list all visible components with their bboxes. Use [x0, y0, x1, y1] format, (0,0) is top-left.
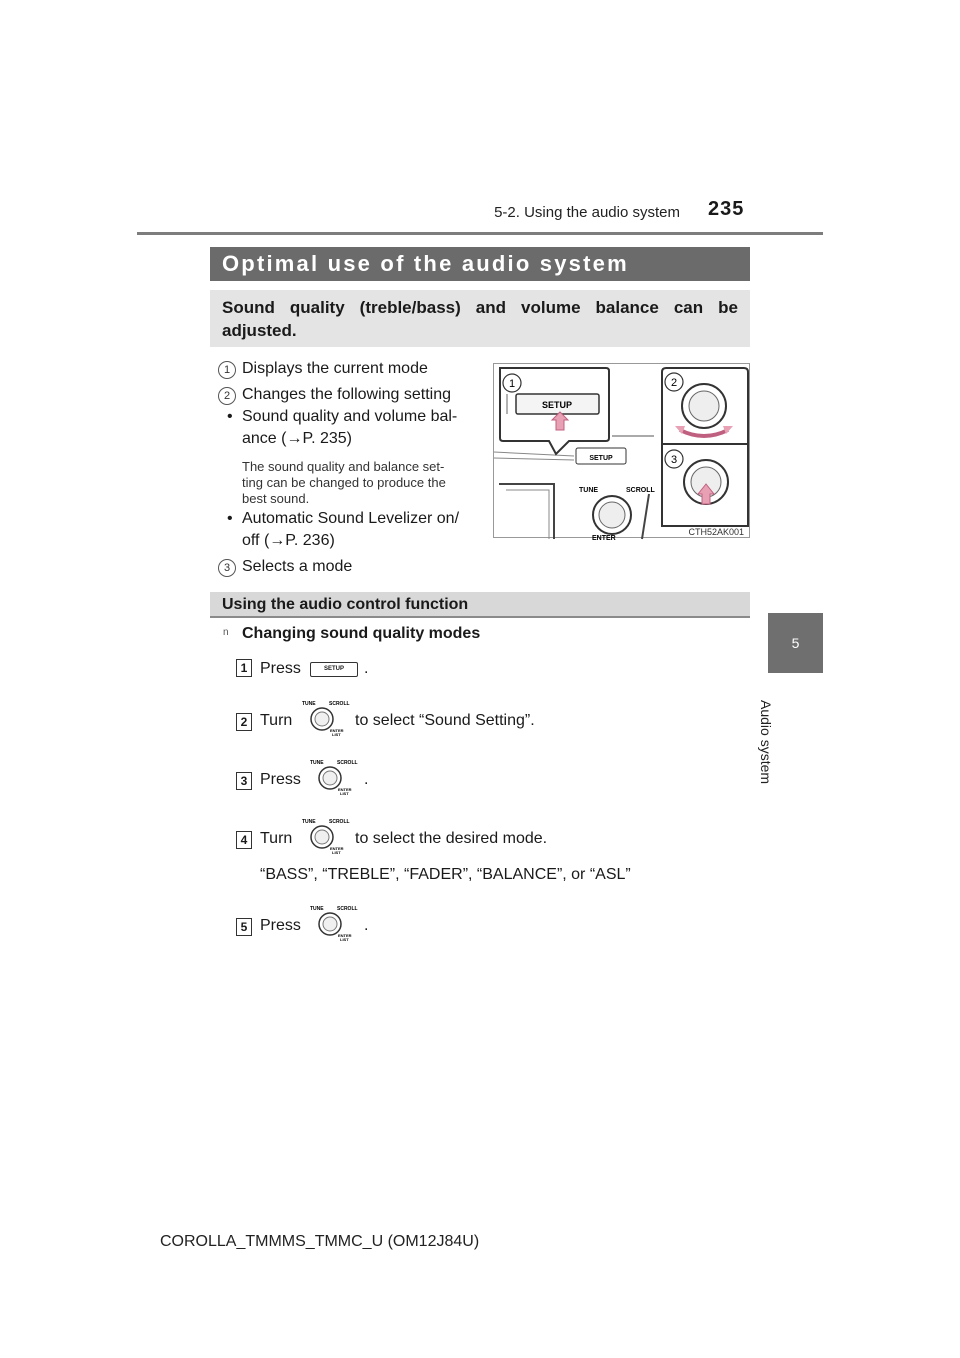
- bullet-marker-2: •: [227, 510, 233, 527]
- svg-text:SCROLL: SCROLL: [329, 819, 350, 825]
- header-rule: [137, 232, 823, 235]
- step-number-3: 3: [236, 772, 252, 790]
- svg-text:SCROLL: SCROLL: [337, 760, 358, 766]
- callout-number-3: 3: [218, 559, 236, 577]
- footer-document-code: COROLLA_TMMMS_TMMC_U (OM12J84U): [160, 1233, 480, 1250]
- setup-label-zoom: SETUP: [541, 400, 573, 410]
- chapter-title: Audio system: [758, 700, 774, 785]
- step-1-tail: .: [364, 660, 369, 677]
- bullet-marker-1: •: [227, 408, 233, 425]
- chapter-side-label: [758, 700, 790, 820]
- svg-text:LIST: LIST: [332, 850, 341, 855]
- step-number-4: 4: [236, 831, 252, 849]
- svg-text:TUNE: TUNE: [302, 701, 316, 707]
- bullet-text-1-line1: Sound quality and volume bal-: [242, 408, 458, 425]
- step-1-verb: Press: [260, 660, 301, 677]
- header-section-title: 5-2. Using the audio system: [494, 204, 680, 221]
- modes-list: “BASS”, “TREBLE”, “FADER”, “BALANCE”, or “ASL”: [260, 866, 631, 883]
- page-number: 235: [708, 198, 745, 220]
- svg-text:TUNE: TUNE: [302, 819, 316, 825]
- svg-text:LIST: LIST: [340, 937, 349, 942]
- figure-marker-2: 2: [670, 377, 678, 389]
- audio-control-illustration: [493, 363, 750, 542]
- svg-text:TUNE: TUNE: [310, 906, 324, 912]
- figure-marker-3: 3: [670, 454, 678, 466]
- setup-label-small: SETUP: [589, 455, 613, 462]
- step-5-tail: .: [364, 917, 369, 934]
- note-line-1: The sound quality and balance set-: [242, 459, 445, 474]
- svg-text:ENTER: ENTER: [330, 728, 344, 733]
- bullet-text-2-line2: off (→P. 236): [242, 532, 335, 549]
- intro-text: Sound quality (treble/bass) and volume balance can be adjusted.: [210, 290, 750, 347]
- svg-text:ENTER: ENTER: [338, 933, 352, 938]
- note-line-2: ting can be changed to produce the: [242, 475, 446, 490]
- step-4-verb: Turn: [260, 830, 293, 847]
- bullet-text-2-line1: Automatic Sound Levelizer on/: [242, 510, 460, 527]
- svg-text:ENTER: ENTER: [330, 846, 344, 851]
- figure-marker-1: 1: [508, 378, 516, 390]
- subheading: Changing sound quality modes: [242, 625, 481, 642]
- step-number-2: 2: [236, 713, 252, 731]
- step-2-verb: Turn: [260, 712, 293, 729]
- svg-text:TUNE: TUNE: [310, 760, 324, 766]
- tune-knob-icon-2: [301, 816, 350, 859]
- subsection-title: Using the audio control function: [210, 592, 750, 618]
- svg-text:ENTER: ENTER: [338, 787, 352, 792]
- svg-text:LIST: LIST: [340, 791, 349, 796]
- step-3-tail: .: [364, 771, 369, 788]
- bullet-text-1-line2: ance (→P. 235): [242, 430, 352, 447]
- enter-knob-icon-2: [309, 903, 358, 946]
- step-2-tail: to select “Sound Setting”.: [355, 712, 535, 729]
- step-number-5: 5: [236, 918, 252, 936]
- setup-button-icon: SETUP: [310, 662, 358, 677]
- enter-label-fig: ENTER: [592, 535, 616, 542]
- step-3-verb: Press: [260, 771, 301, 788]
- step-number-1: 1: [236, 659, 252, 677]
- note-line-3: best sound.: [242, 491, 310, 506]
- illustration-drawing: [494, 364, 751, 542]
- callout-text-1: Displays the current mode: [242, 360, 428, 377]
- svg-text:SCROLL: SCROLL: [337, 906, 358, 912]
- svg-text:SCROLL: SCROLL: [329, 701, 350, 707]
- chapter-tab: 5: [768, 613, 823, 673]
- tune-knob-icon: [301, 698, 350, 741]
- callout-number-2: 2: [218, 387, 236, 405]
- subheading-marker: n: [223, 627, 229, 638]
- svg-text:LIST: LIST: [332, 732, 341, 737]
- figure-code: CTH52AK001: [688, 527, 744, 537]
- step-5-verb: Press: [260, 917, 301, 934]
- scroll-label-fig: SCROLL: [626, 487, 655, 494]
- step-4-tail: to select the desired mode.: [355, 830, 548, 847]
- section-title: Optimal use of the audio system: [210, 247, 750, 281]
- callout-text-3: Selects a mode: [242, 558, 353, 575]
- enter-knob-icon-1: [309, 757, 358, 800]
- callout-text-2: Changes the following setting: [242, 386, 452, 403]
- callout-number-1: 1: [218, 361, 236, 379]
- tune-label-fig: TUNE: [579, 487, 599, 494]
